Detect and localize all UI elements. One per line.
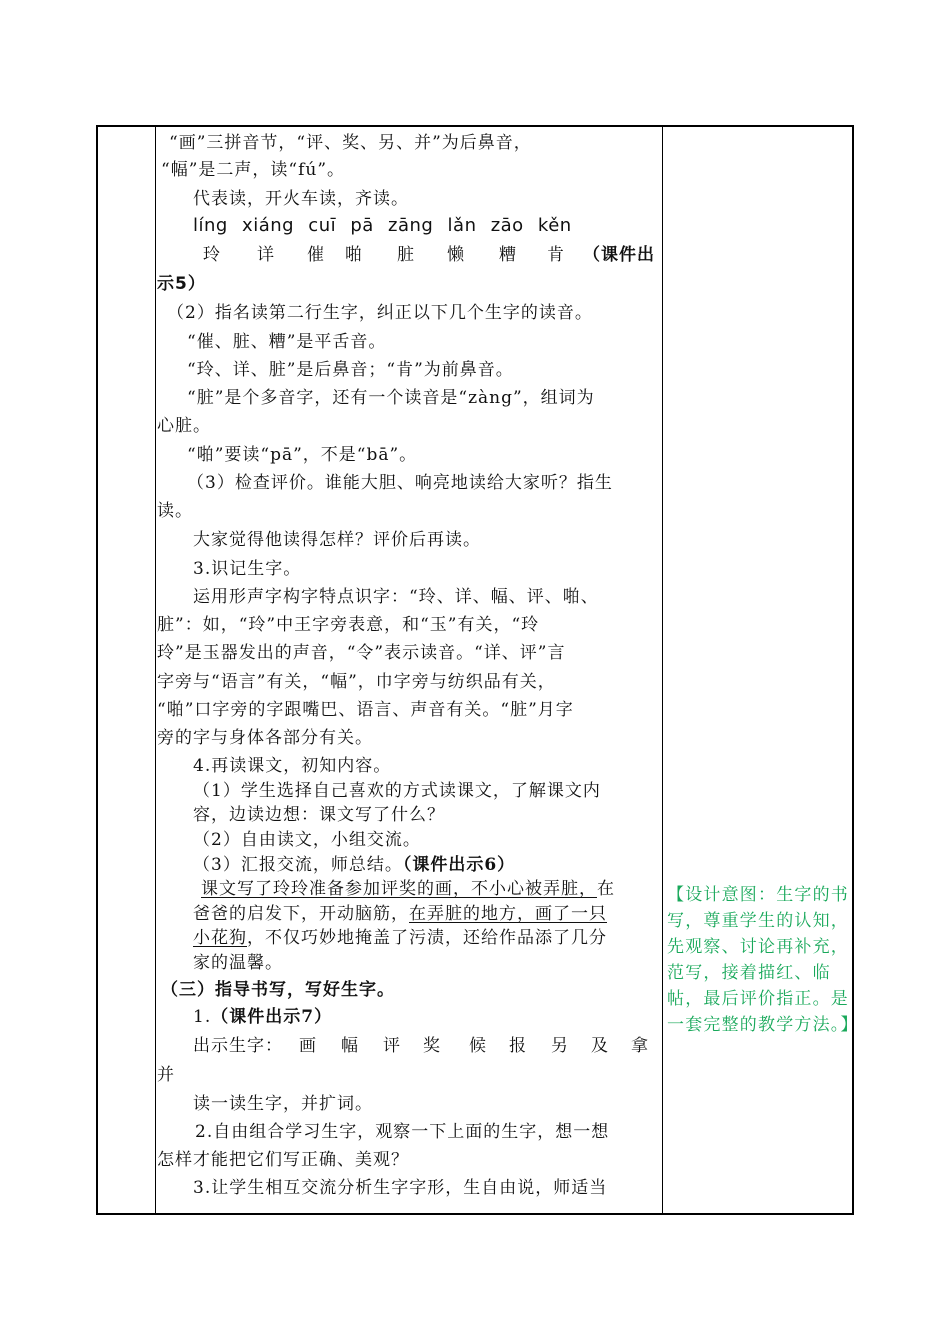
text-line: 家的温馨。	[193, 953, 283, 973]
section-step	[157, 1007, 660, 1027]
summary-text: 在	[597, 879, 615, 899]
char-cell: 及	[591, 1036, 609, 1056]
char-cell: 糟	[499, 245, 517, 265]
summary-line	[157, 904, 660, 924]
text-line: “玲、详、脏”是后鼻音；“肯”为前鼻音。	[187, 360, 514, 380]
text-line: （1）学生选择自己喜欢的方式读课文，了解课文内	[193, 781, 601, 801]
char-cell: 幅	[341, 1036, 359, 1056]
text-line: （3）检查评价。谁能大胆、响亮地读给大家听？指生	[187, 473, 613, 493]
text-line: 2.自由组合学习生字，观察一下上面的生字，想一想	[195, 1122, 610, 1142]
char-cell: 啪	[345, 245, 363, 265]
char-cell: 催	[307, 245, 325, 265]
text-line: “啪”要读“pā”，不是“bā”。	[187, 445, 418, 465]
char-cell: 肯	[547, 245, 565, 265]
courseware-tag: （课件出	[583, 245, 655, 265]
char-cell: 报	[509, 1036, 527, 1056]
summary-text: 课文写了	[201, 879, 273, 899]
text-line: “幅”是二声，读“fú”。	[161, 160, 346, 180]
text-line: 容，边读边想：课文写了什么？	[193, 805, 445, 825]
char-cell: 玲	[203, 245, 221, 265]
label: 出示生字：	[193, 1036, 283, 1056]
text-line: 运用形声字构字特点识字：“玲、详、幅、评、啪、	[193, 587, 599, 607]
char-cell: 候	[469, 1036, 487, 1056]
char-cell: 评	[383, 1036, 401, 1056]
summary-text: 爸爸的启发下，开动脑筋，	[193, 904, 409, 924]
text-line: “啪”口字旁的字跟嘴巴、语言、声音有关。“脏”月字	[157, 700, 574, 720]
summary-underlined: 小花狗	[193, 928, 247, 948]
text-line: 怎样才能把它们写正确、美观？	[157, 1150, 409, 1170]
text-line: 脏”：如，“玲”中王字旁表意，和“玉”有关，“玲	[157, 615, 540, 635]
text-line: 读一读生字，并扩词。	[193, 1094, 373, 1114]
report-text: （3）汇报交流，师总结。	[193, 855, 403, 875]
char-cell: 懒	[447, 245, 465, 265]
text-line: 3.让学生相互交流分析生字字形，生自由说，师适当	[193, 1178, 608, 1198]
step-number: 1.	[193, 1007, 212, 1027]
design-intent-note: 【设计意图：生字的书写，尊重学生的认知，先观察、讨论再补充，范写，接着描红、临帖，最后评价指正。是一套完整的教学方法。】	[667, 885, 859, 1035]
summary-line	[157, 879, 660, 899]
text-line: 旁的字与身体各部分有关。	[157, 728, 373, 748]
char-cell: 另	[551, 1036, 569, 1056]
section-heading: （三）指导书写，写好生字。	[161, 980, 395, 1000]
text-line: 玲”是玉器发出的声音，“令”表示读音。“详、评”言	[157, 643, 566, 663]
text-line	[157, 855, 660, 875]
text-line: “催、脏、糟”是平舌音。	[187, 332, 387, 352]
column-divider-left	[155, 127, 156, 1213]
column-divider-right	[662, 127, 663, 1213]
section-step: 4.再读课文，初知内容。	[193, 756, 392, 776]
courseware-tag: （课件出示7）	[211, 1007, 333, 1027]
courseware-tag: （课件出示6）	[402, 855, 516, 875]
char-cell: 详	[257, 245, 275, 265]
lesson-plan-table	[96, 125, 859, 1215]
text-line: 读。	[157, 501, 193, 521]
summary-text: ，不仅巧妙地掩盖了污渍，还给作品添了几分	[247, 928, 607, 948]
summary-underlined: 玲玲准备参加评奖的画，不小心被弄脏，	[273, 879, 597, 899]
section-step: 3.识记生字。	[193, 559, 302, 579]
text-line: “画”三拼音节，“评、奖、另、并”为后鼻音，	[169, 133, 532, 153]
text-line: 大家觉得他读得怎样？评价后再读。	[193, 530, 481, 550]
summary-line	[157, 928, 660, 948]
text-line: （2）指名读第二行生字，纠正以下几个生字的读音。	[167, 303, 593, 323]
text-line: “脏”是个多音字，还有一个读音是“zàng”，组词为	[187, 388, 595, 408]
char-cell: 奖	[423, 1036, 441, 1056]
summary-underlined: 在弄脏的地方，画了一只	[409, 904, 607, 924]
char-cell: 画	[299, 1036, 317, 1056]
courseware-tag: 示5）	[157, 274, 206, 294]
text-line: 并	[157, 1065, 175, 1085]
pinyin-row: líng xiáng cuī pā zāng lǎn zāo kěn	[193, 215, 572, 236]
char-cell: 拿	[631, 1036, 649, 1056]
text-line: （2）自由读文，小组交流。	[193, 830, 421, 850]
text-line: 字旁与“语言”有关，“幅”，巾字旁与纺织品有关，	[157, 672, 556, 692]
text-line: 心脏。	[157, 416, 211, 436]
char-cell: 脏	[397, 245, 415, 265]
text-line: 代表读，开火车读，齐读。	[193, 189, 409, 209]
